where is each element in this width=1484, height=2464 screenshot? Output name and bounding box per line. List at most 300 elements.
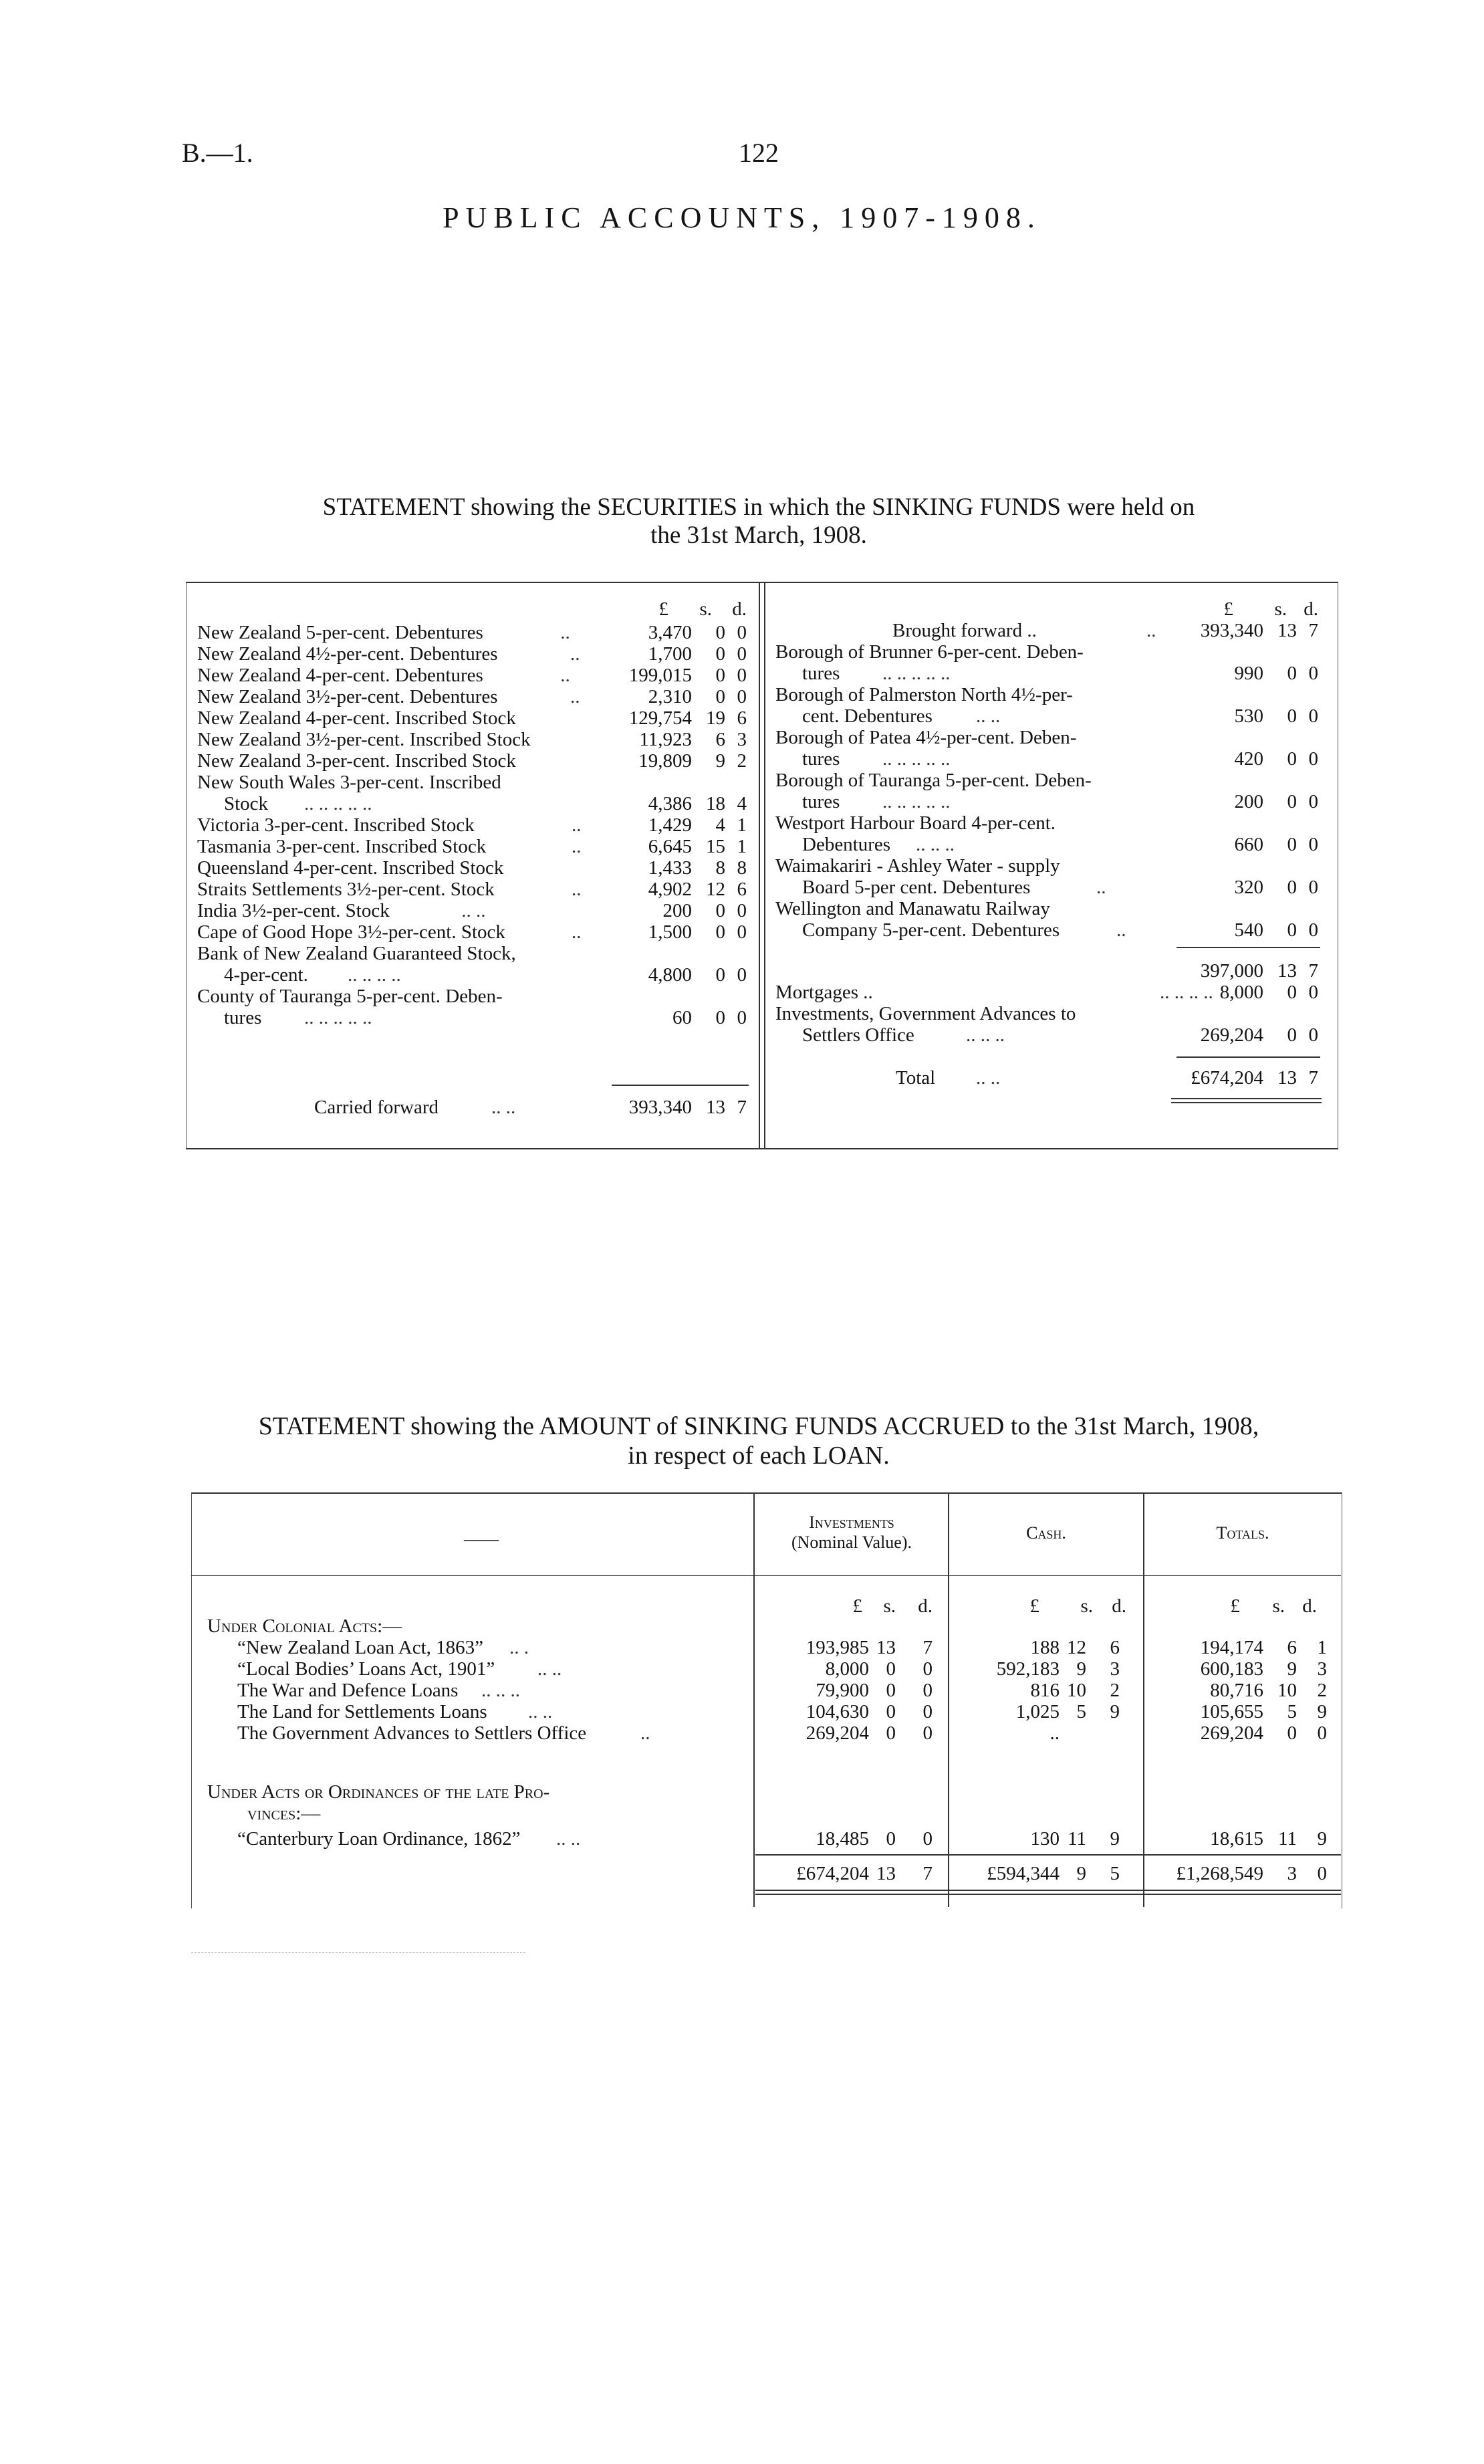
loan-label: “Local Bodies’ Loans Act, 1901” [237,1658,495,1680]
security-right-row [775,727,1324,748]
grand-total-inv-shillings: 13 [876,1863,896,1884]
security-label: Bank of New Zealand Guaranteed Stock, [197,943,516,964]
security-right-label: Debentures [802,834,891,855]
cash-header: Cash. [1026,1523,1066,1543]
total-label: Total [896,1067,936,1089]
security-right-row [775,663,1324,684]
footer-rule [191,1952,525,1953]
security-dots: .. [572,836,582,857]
security-right-label: Borough of Brunner 6-per-cent. Deben- [775,641,1084,663]
loan-cash-shillings: 9 [1076,1658,1086,1680]
securities-left-headers [197,598,752,620]
security-label: New Zealand 4-per-cent. Debentures [197,665,483,686]
security-shillings: 12 [706,879,725,900]
loan-cash-pounds: 592,183 [996,1658,1060,1680]
security-row [197,750,752,772]
total-shillings: 13 [1277,1067,1297,1089]
security-row [197,986,752,1007]
security-pence: 4 [737,793,747,814]
security-label: New South Wales 3-per-cent. Inscribed [197,772,501,793]
security-row [197,643,752,665]
security-right-shillings: 0 [1287,705,1297,727]
securities-right-list-2 [775,982,1324,1046]
total-double-rule [1171,1098,1322,1103]
loan-dots: .. .. .. [481,1680,520,1701]
security-row [197,1007,752,1028]
subtotal-pounds: 397,000 [1200,960,1263,982]
loan-tot-pence: 1 [1317,1637,1327,1658]
loan-dots: .. .. [537,1658,562,1680]
security-pence: 0 [737,643,747,665]
security-right-dots: .. .. .. .. .. [882,748,951,770]
acc-inv-shillings-header: s. [883,1595,896,1617]
security-pounds: 1,700 [648,643,692,665]
security-label: New Zealand 3½-per-cent. Inscribed Stock [197,729,531,750]
provincial-loan-dots: .. .. [556,1828,581,1850]
security-shillings: 0 [715,665,725,686]
investments-header-line1: Investments [809,1513,894,1532]
securities-total-row [775,1067,1324,1089]
grand-total-tot-shillings: 3 [1287,1863,1297,1884]
security-label: New Zealand 3½-per-cent. Debentures [197,686,498,707]
security-right-dots: .. .. .. [916,834,955,855]
investments-header [755,1513,948,1553]
security-row [197,686,752,707]
security-right-label: Wellington and Manawatu Railway [775,898,1050,919]
provincial-loan-cash-shillings: 11 [1068,1828,1086,1850]
loan-inv-pounds: 104,630 [806,1701,869,1722]
total-rule [1177,1056,1320,1058]
loan-row [207,1722,1337,1744]
loan-cash-pence: 9 [1110,1701,1120,1722]
section2-heading-line1: Under Acts or Ordinances of the late Pro- [207,1781,550,1803]
security-pence: 3 [737,729,747,750]
loan-cash-pence: 6 [1110,1637,1120,1658]
loan-dots: .. .. [528,1701,553,1722]
loan-inv-shillings: 13 [876,1637,896,1658]
security-right-label: Borough of Patea 4½-per-cent. Deben- [775,727,1077,748]
header-pounds: £ [658,598,668,620]
security-row [197,921,752,943]
security-pounds: 1,500 [648,921,692,943]
security-label: County of Tauranga 5-per-cent. Deben- [197,986,503,1007]
grand-total-tot-pence: 0 [1317,1863,1327,1884]
security-shillings: 9 [715,750,725,772]
security-dots: .. [570,643,580,665]
security-pence: 8 [737,857,747,879]
loan-inv-pounds: 79,900 [816,1680,869,1701]
security-row [197,793,752,814]
loan-cash-pounds: 1,025 [1015,1701,1060,1722]
security-right2-label: Settlers Office [802,1024,914,1046]
section1-heading-text: Under Colonial Acts:— [207,1615,402,1637]
security-row [197,729,752,750]
security-right-shillings: 0 [1287,791,1297,812]
security-pounds: 200 [662,900,692,921]
acc-inv-pence-header: d. [918,1595,933,1617]
provincial-loan-tot-pounds: 18,615 [1210,1828,1263,1850]
loan-tot-pence: 9 [1317,1701,1327,1722]
totals-header: Totals. [1216,1523,1269,1543]
security-right-dots: .. [1096,877,1106,898]
security-row [197,964,752,986]
security-shillings: 0 [715,964,725,986]
security-pounds: 1,429 [648,814,692,836]
security-pence: 0 [737,665,747,686]
security-pounds: 19,809 [638,750,692,772]
security-right-shillings: 0 [1287,877,1297,898]
security-right2-row [775,1003,1324,1024]
security-row [197,665,752,686]
loan-cash-pounds: 816 [1030,1680,1060,1701]
carried-forward-label: Carried forward [314,1097,439,1118]
security-right2-pence: 0 [1308,1024,1318,1046]
subtotal-shillings: 13 [1277,960,1297,982]
loan-tot-pence: 0 [1317,1722,1327,1744]
security-pence: 1 [737,814,747,836]
loan-inv-pounds: 193,985 [806,1637,869,1658]
security-right-row [775,855,1324,877]
loan-inv-pounds: 269,204 [806,1722,869,1744]
loan-inv-pounds: 8,000 [825,1658,869,1680]
accrued-title-line2: in respect of each LOAN. [628,1442,890,1470]
security-right-label: Brought forward .. [892,620,1037,641]
security-pence: 0 [737,964,747,986]
acc-tot-pounds-header: £ [1230,1595,1240,1617]
security-right-pounds: 530 [1234,705,1263,727]
security-right-pence: 0 [1308,834,1318,855]
security-row [197,707,752,729]
acc-inv-pounds-header: £ [852,1595,862,1617]
security-row [197,900,752,921]
accrued-blank-header: —— [464,1529,499,1549]
grand-total-cash-shillings: 9 [1076,1863,1086,1884]
security-right-label: tures [802,748,840,770]
security-right-row [775,812,1324,834]
security-row [197,943,752,964]
security-label: Victoria 3-per-cent. Inscribed Stock [197,814,475,836]
loan-inv-shillings: 0 [886,1658,896,1680]
security-dots: .. .. .. .. .. [304,1007,372,1028]
loan-tot-pounds: 194,174 [1200,1637,1263,1658]
accrued-grand-total [207,1863,1337,1884]
loan-cash-pence: 3 [1110,1658,1120,1680]
security-right2-shillings: 0 [1287,982,1297,1003]
loan-cash-pence: 2 [1110,1680,1120,1701]
security-pence: 0 [737,622,747,643]
loan-dots: .. . [509,1637,529,1658]
carried-forward-pence: 7 [737,1097,747,1118]
security-right2-row [775,1024,1324,1046]
total-pounds: £674,204 [1191,1067,1263,1089]
security-right-pounds: 393,340 [1200,620,1263,641]
security-pounds: 60 [672,1007,692,1028]
provincial-loan-tot-pence: 9 [1317,1828,1327,1850]
loan-tot-shillings: 0 [1287,1722,1297,1744]
section2-heading [207,1781,755,1824]
loan-cash-shillings: 12 [1067,1637,1086,1658]
provincial-loan-tot-shillings: 11 [1278,1828,1297,1850]
security-right-shillings: 0 [1287,834,1297,855]
securities-title-line2: the 31st March, 1908. [650,522,867,549]
security-row [197,814,752,836]
security-label: New Zealand 5-per-cent. Debentures [197,622,483,643]
security-right-row [775,919,1324,941]
acc-tot-shillings-header: s. [1272,1595,1285,1617]
acc-cash-pounds-header: £ [1029,1595,1039,1617]
security-right2-pounds: 8,000 [1219,982,1263,1003]
security-row [197,772,752,793]
security-right-row [775,898,1324,919]
security-right2-label: Investments, Government Advances to [775,1003,1076,1024]
grand-total-cash-pounds: £594,344 [987,1863,1060,1884]
security-right-pence: 0 [1308,791,1318,812]
security-dots: .. [560,665,570,686]
loan-cash-shillings: 5 [1076,1701,1086,1722]
carried-forward-row [197,1097,752,1118]
security-label: Straits Settlements 3½-per-cent. Stock [197,879,495,900]
security-pence: 1 [737,836,747,857]
security-label: New Zealand 3-per-cent. Inscribed Stock [197,750,516,772]
accrued-section1 [207,1637,1337,1744]
security-right-pounds: 660 [1234,834,1263,855]
loan-cash-pounds: 188 [1030,1637,1060,1658]
provincial-loan-label: “Canterbury Loan Ordinance, 1862” [237,1828,521,1850]
page-title: PUBLIC ACCOUNTS, 1907-1908. [443,201,1041,234]
security-right-dots: .. .. .. .. .. [882,663,951,684]
security-right-pence: 0 [1308,877,1318,898]
security-pounds: 3,470 [648,622,692,643]
carried-forward-shillings: 13 [706,1097,725,1118]
loan-inv-pence: 0 [922,1722,933,1744]
security-right-dots: .. .. [976,705,1001,727]
security-shillings: 15 [706,836,725,857]
security-right-pounds: 990 [1234,663,1263,684]
security-right-pounds: 200 [1234,791,1263,812]
security-right-label: Westport Harbour Board 4-per-cent. [775,812,1056,834]
security-pence: 2 [737,750,747,772]
loan-row [207,1637,1337,1658]
grand-total-double-rule [755,1890,1341,1895]
security-dots: .. .. .. .. .. [304,793,372,814]
security-label: tures [224,1007,262,1028]
provincial-loan-inv-pounds: 18,485 [816,1828,869,1850]
security-row [197,836,752,857]
provincial-loan-row [207,1828,1337,1850]
accrued-section2 [207,1828,1337,1850]
security-right-row [775,770,1324,791]
header-pence-right: d. [1304,598,1318,620]
security-shillings: 0 [715,900,725,921]
loan-tot-pence: 2 [1317,1680,1327,1701]
carried-forward-rule [612,1085,749,1086]
security-shillings: 8 [715,857,725,879]
security-label: Cape of Good Hope 3½-per-cent. Stock [197,921,505,943]
security-label: New Zealand 4-per-cent. Inscribed Stock [197,707,516,729]
security-pounds: 4,902 [648,879,692,900]
security-right-pounds: 540 [1234,919,1263,941]
total-dots: .. .. [976,1067,1001,1089]
security-right-pence: 0 [1308,705,1318,727]
security-right-row [775,705,1324,727]
security-pence: 6 [737,879,747,900]
investments-header-line2: (Nominal Value). [791,1533,912,1552]
security-shillings: 4 [715,814,725,836]
security-dots: .. .. [461,900,486,921]
provincial-loan-cash-pounds: 130 [1030,1828,1060,1850]
loan-tot-shillings: 6 [1287,1637,1297,1658]
subtotal-pence: 7 [1308,960,1318,982]
security-right-dots: .. [1146,620,1156,641]
total-pence: 7 [1308,1067,1318,1089]
security-pounds: 199,015 [628,665,692,686]
security-pounds: 129,754 [628,707,692,729]
loan-tot-shillings: 5 [1287,1701,1297,1722]
security-label: Stock [224,793,269,814]
security-shillings: 6 [715,729,725,750]
security-pence: 6 [737,707,747,729]
security-row [197,622,752,643]
page-number: 122 [739,138,779,168]
accrued-header-rule [191,1575,1341,1576]
security-right-shillings: 0 [1287,919,1297,941]
grand-total-rule [755,1854,1341,1856]
security-right-row [775,641,1324,663]
accrued-currency-headers [755,1595,1337,1617]
security-label: India 3½-per-cent. Stock [197,900,390,921]
loan-label: The Government Advances to Settlers Office [237,1722,587,1744]
loan-tot-pence: 3 [1317,1658,1327,1680]
header-shillings: s. [699,598,712,620]
loan-label: The War and Defence Loans [237,1680,459,1701]
security-row [197,879,752,900]
security-label: Queensland 4-per-cent. Inscribed Stock [197,857,504,879]
security-right-shillings: 13 [1277,620,1297,641]
security-dots: .. [572,814,582,836]
loan-label: The Land for Settlements Loans [237,1701,487,1722]
security-pounds: 6,645 [648,836,692,857]
acc-cash-shillings-header: s. [1080,1595,1093,1617]
subtotal-row [775,960,1324,982]
security-pence: 0 [737,921,747,943]
security-right-row [775,620,1324,641]
security-dots: .. [560,622,570,643]
carried-forward-dots: .. .. [491,1097,516,1118]
grand-total-cash-pence: 5 [1110,1863,1120,1884]
provincial-loan-inv-shillings: 0 [886,1828,896,1850]
security-shillings: 0 [715,1007,725,1028]
loan-row [207,1701,1337,1722]
security-right-pounds: 320 [1234,877,1263,898]
security-shillings: 0 [715,622,725,643]
security-right-label: Company 5-per-cent. Debentures [802,919,1060,941]
security-right2-pence: 0 [1308,982,1318,1003]
loan-inv-shillings: 0 [886,1680,896,1701]
loan-row [207,1680,1337,1701]
securities-divider [759,582,765,1148]
security-right-row [775,748,1324,770]
acc-tot-pence-header: d. [1302,1595,1317,1617]
security-right-row [775,791,1324,812]
header-shillings-right: s. [1274,598,1287,620]
loan-inv-pence: 7 [922,1637,933,1658]
loan-tot-shillings: 9 [1287,1658,1297,1680]
loan-inv-shillings: 0 [886,1701,896,1722]
loan-tot-pounds: 600,183 [1200,1658,1263,1680]
loan-cash-pounds: .. [1049,1722,1060,1744]
document-reference: B.—1. [182,138,253,168]
loan-dots: .. [640,1722,650,1744]
security-right-label: cent. Debentures [802,705,933,727]
header-pence: d. [732,598,747,620]
loan-tot-pounds: 269,204 [1200,1722,1263,1744]
provincial-loan-inv-pence: 0 [922,1828,933,1850]
security-right2-dots: .. .. .. .. [1160,982,1213,1003]
security-pence: 0 [737,1007,747,1028]
security-right-label: tures [802,663,840,684]
security-right-row [775,877,1324,898]
provincial-loan-cash-pence: 9 [1110,1828,1120,1850]
security-shillings: 18 [706,793,725,814]
subtotal-rule [1177,947,1320,948]
security-right-pounds: 420 [1234,748,1263,770]
security-right-pence: 0 [1308,919,1318,941]
accrued-title-line1: STATEMENT showing the AMOUNT of SINKING FUNDS ACCRUED to the 31st March, 1908, [258,1412,1259,1440]
security-right2-row [775,982,1324,1003]
security-right-shillings: 0 [1287,748,1297,770]
security-dots: .. .. .. .. [348,964,401,986]
loan-tot-shillings: 10 [1277,1680,1297,1701]
security-right-dots: .. .. .. .. .. [882,791,951,812]
securities-right-list [775,620,1324,941]
grand-total-inv-pounds: £674,204 [796,1863,869,1884]
grand-total-tot-pounds: £1,268,549 [1176,1863,1263,1884]
security-right-dots: .. [1116,919,1126,941]
section1-heading [207,1615,755,1637]
security-shillings: 0 [715,643,725,665]
security-label: New Zealand 4½-per-cent. Debentures [197,643,498,665]
security-pounds: 11,923 [639,729,692,750]
security-right-label: Waimakariri - Ashley Water - supply [775,855,1060,877]
securities-left-list [197,622,752,1028]
security-right-shillings: 0 [1287,663,1297,684]
security-shillings: 0 [715,686,725,707]
section2-heading-line2: vinces:— [247,1803,321,1824]
loan-inv-pence: 0 [922,1658,933,1680]
loan-row [207,1658,1337,1680]
security-shillings: 19 [706,707,725,729]
security-right2-shillings: 0 [1287,1024,1297,1046]
security-right2-label: Mortgages .. [775,982,873,1003]
security-row [197,857,752,879]
header-pounds-right: £ [1223,598,1233,620]
security-dots: .. [572,921,582,943]
security-right2-pounds: 269,204 [1200,1024,1263,1046]
security-right-pence: 0 [1308,663,1318,684]
security-dots: .. [572,879,582,900]
loan-label: “New Zealand Loan Act, 1863” [237,1637,483,1658]
security-right-row [775,684,1324,705]
grand-total-inv-pence: 7 [922,1863,933,1884]
security-shillings: 0 [715,921,725,943]
security-right2-dots: .. .. .. [966,1024,1005,1046]
loan-tot-pounds: 80,716 [1210,1680,1263,1701]
security-right-label: Borough of Tauranga 5-per-cent. Deben- [775,770,1092,791]
security-pence: 0 [737,900,747,921]
acc-cash-pence-header: d. [1112,1595,1126,1617]
loan-inv-pence: 0 [922,1680,933,1701]
security-right-label: Borough of Palmerston North 4½-per- [775,684,1073,705]
